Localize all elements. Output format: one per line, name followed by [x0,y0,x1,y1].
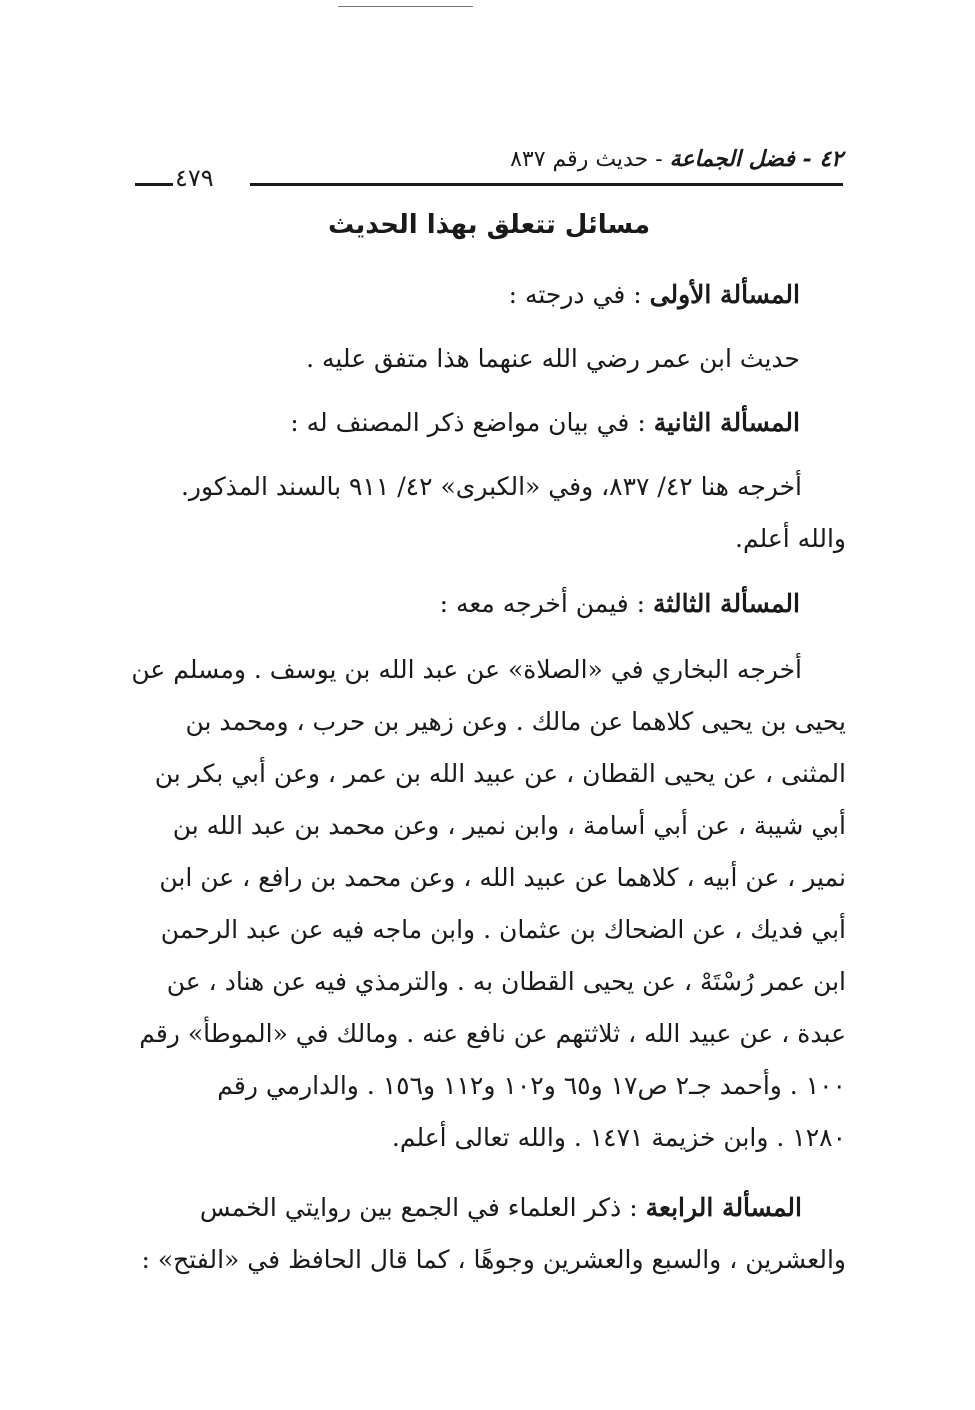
section-title: مسائل تتعلق بهذا الحديث [327,210,651,240]
masala3-line-9: ١٠٠ . وأحمد جـ٢ ص١٧ و٦٥ و١٠٢ و١١٢ و١٥٦ . والدارمي رقم [217,1071,846,1100]
header-title [510,146,843,172]
masala4-line-2: والعشرين ، والسبع والعشرين وجوهًا ، كما قال الحافظ في «الفتح» : [141,1245,846,1274]
header-rule [250,183,843,186]
masala4-topic: : ذكر العلماء في الجمع بين روايتي الخمس [199,1193,646,1222]
masala3-line-6: أبي فديك ، عن الضحاك بن عثمان . وابن ماجه فيه عن عبد الرحمن [160,915,846,944]
page-number-dash [135,183,173,186]
masala2-body [135,461,846,565]
masala4-paragraph [135,1182,846,1286]
chapter-title: ٤٢ - فضل الجماعة [669,146,843,172]
masala3-line-4: أبي شيبة ، عن أبي أسامة ، وابن نمير ، وعن محمد بن عبد الله بن [172,811,846,840]
masala2-topic: : في بيان مواضع ذكر المصنف له : [290,408,654,437]
masala2-line-1: أخرجه هنا ٤٢/ ٨٣٧، وفي «الكبرى» ٤٢/ ٩١١ بالسند المذكور. [180,472,802,501]
masala2-label: المسألة الثانية [653,408,800,437]
masala3-line-3: المثنى ، عن يحيى القطان ، عن عبيد الله بن عمر ، وعن أبي بكر بن [154,759,846,788]
masala1-body: حديث ابن عمر رضي الله عنهما هذا متفق عليه . [306,344,800,373]
masala3-line-8: عبدة ، عن عبيد الله ، ثلاثتهم عن نافع عنه . ومالك في «الموطأ» رقم [139,1019,846,1048]
masala3-label: المسألة الثالثة [653,589,800,618]
masala3-line-5: نمير ، عن أبيه ، كلاهما عن عبيد الله ، وعن محمد بن رافع ، عن ابن [159,863,846,892]
page-number: ٤٧٩ [175,164,214,192]
masala2-line-2: والله أعلم. [735,524,846,553]
masala3-line-10: ١٢٨٠ . وابن خزيمة ١٤٧١ . والله تعالى أعلم. [391,1123,846,1152]
masala3-line-7: ابن عمر رُسْتَهْ ، عن يحيى القطان به . والترمذي فيه عن هناد ، عن [166,967,846,996]
masala3-topic: : فيمن أخرجه معه : [439,589,654,618]
header-separator: - [648,147,670,172]
masala3-body [131,644,846,1164]
masala3-heading [440,578,800,630]
masala1-heading [509,269,800,321]
top-edge-rule [338,6,473,7]
masala3-line-2: يحيى بن يحيى كلاهما عن مالك . وعن زهير بن حرب ، ومحمد بن [185,707,846,736]
masala3-line-1: أخرجه البخاري في «الصلاة» عن عبد الله بن يوسف . ومسلم عن [131,655,802,684]
masala1-label: المسألة الأولى [649,280,800,309]
running-header [135,140,843,196]
hadith-number: حديث رقم ٨٣٧ [510,147,649,172]
masala4-line-1 [135,1182,846,1234]
masala4-label: المسألة الرابعة [645,1193,802,1222]
masala1-topic: : في درجته : [508,280,650,309]
masala2-heading [290,397,800,449]
